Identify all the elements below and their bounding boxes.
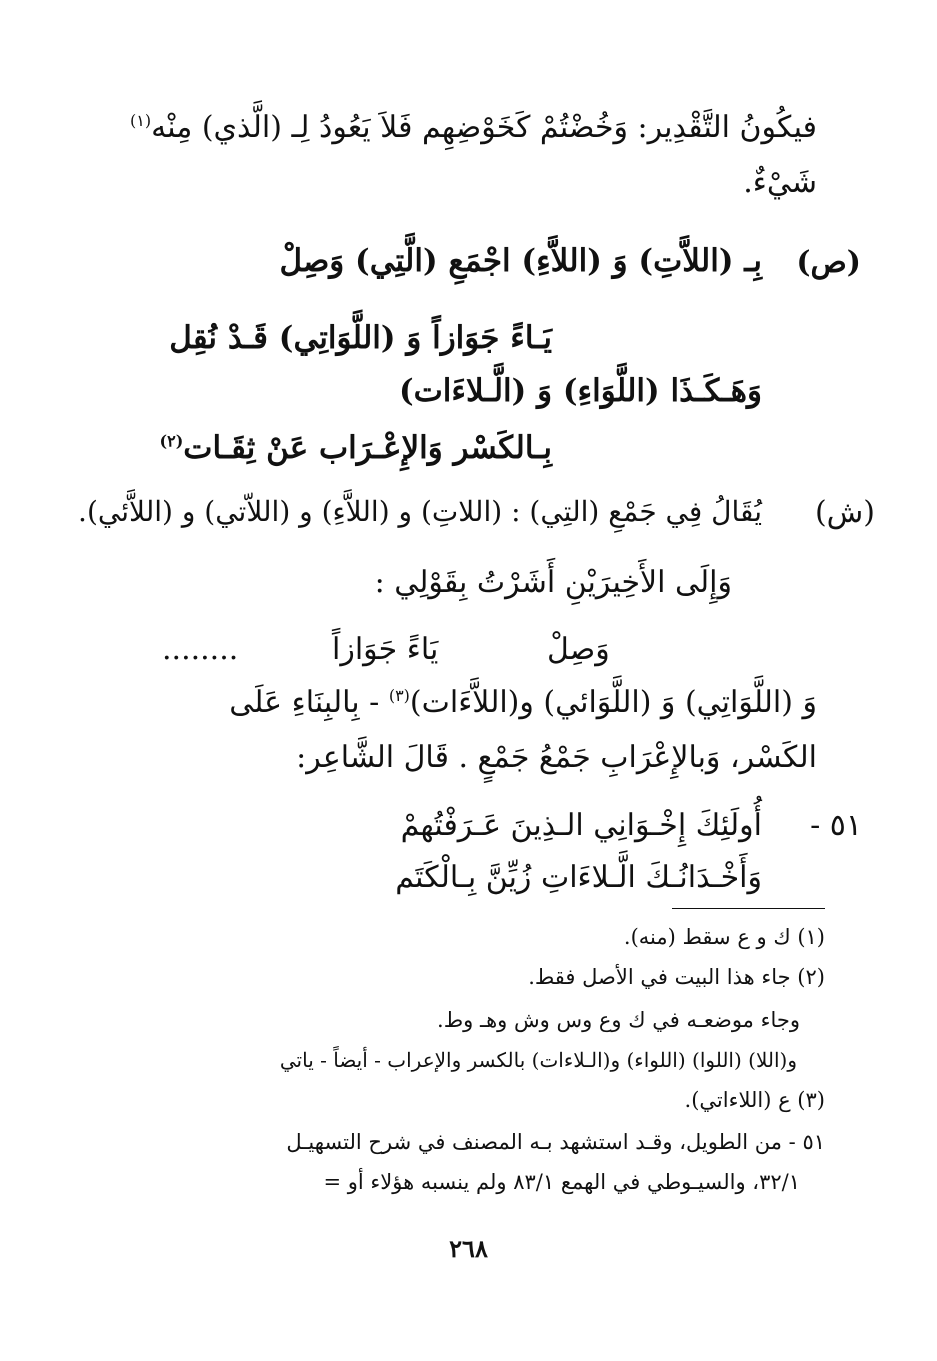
- verse-line: [169, 320, 552, 357]
- verse-line: [160, 430, 552, 467]
- footnote: [624, 925, 825, 950]
- commentary-label-text: (ش): [814, 495, 875, 530]
- footnote-marker: (٢): [159, 431, 184, 451]
- footnote-text: ٣٢/١، والسيـوطي في الهمع ٨٣/١ ولم ينسبه هؤلاء أو =: [323, 1170, 800, 1194]
- footnote-text: و(اللا) (اللوا) (اللواء) و(الـلاءات) بالكسر والإعراب - أيضاً - ياتي: [279, 1048, 797, 1072]
- commentary-line: [229, 685, 817, 721]
- commentary-text: الكَسْر، وَبالإِعْرَابِ جَمْعُ جَمْعٍ . قَالَ الشَّاعِر:: [296, 740, 817, 775]
- verse-text: يَـاءً جَوَازاً وَ (اللَّوَاتِي) قَـدْ نُقِل: [169, 320, 552, 356]
- footnote-marker: (٣): [388, 686, 410, 705]
- commentary-line: [296, 740, 817, 776]
- footnote-text: ٥١ - من الطويل، وقـد استشهد بـه المصنف في شرح التسهيـل: [286, 1130, 825, 1154]
- commentary-text: - بِالبِنَاءِ عَلَى: [229, 685, 380, 720]
- commentary-line: [375, 565, 732, 601]
- quote-word: يَاءً جَوَازاً: [332, 632, 439, 667]
- verse-label: [796, 245, 861, 281]
- quote-word: وَصِلْ: [547, 632, 610, 667]
- footnote-text: وجاء موضعـه في ك وع وس وش وهـ وط.: [437, 1008, 800, 1032]
- poem-line: [395, 860, 762, 896]
- paragraph-text: شَيْءٌ.: [743, 165, 817, 200]
- poem-text: أُولَئِكَ إِخْـوَانِي الـذِينَ عَـرَفْتُهمْ: [400, 808, 762, 843]
- footnote-text: (٢) جاء هذا البيت في الأصل فقط.: [528, 965, 825, 989]
- poem-number-text: ٥١ -: [810, 808, 862, 843]
- verse-line: [279, 243, 762, 280]
- footnote-divider: [672, 908, 825, 909]
- verse-text: بِـ (اللاَّتِ) وَ (اللاَّءِ) اجْمَعِ (الَّتِي) وَصِلْ: [279, 243, 762, 279]
- commentary-text: وَ (اللَّوَاتِي) وَ (اللَّوَائي) و(اللاَّءَات): [409, 685, 817, 720]
- paragraph-line: [130, 110, 817, 146]
- verse-line: [399, 373, 762, 410]
- quote-dots: ........: [162, 632, 239, 667]
- page-number: ٢٦٨: [449, 1234, 488, 1263]
- footnote: [685, 1088, 825, 1113]
- verse-text: وَهَـكَـذَا (اللَّوَاءِ) وَ (الَّـلاءَات): [398, 373, 762, 409]
- poem-number: [810, 808, 862, 844]
- verse-label-text: (ص): [796, 245, 861, 280]
- footnote: [286, 1130, 825, 1155]
- commentary-line: [78, 495, 762, 529]
- footnote: [280, 1048, 797, 1072]
- commentary-label: [815, 495, 875, 531]
- footnote: [323, 1170, 800, 1195]
- footnote: [437, 1008, 800, 1033]
- footnote-marker: (١): [130, 111, 152, 130]
- footnote-text: (٣) ع (اللاءاتي).: [684, 1088, 825, 1112]
- footnote: [528, 965, 825, 990]
- paragraph-text: فيكُونُ التَّقْدِير: وَخُضْتُمْ كَخَوْضِهِم فَلاَ يَعُودُ لِـ (الَّذي) مِنْه: [151, 110, 817, 145]
- verse-text: بِـالكَسْر وَالإِعْـرَاب عَنْ ثِقَـات: [183, 430, 552, 466]
- footnote-text: (١) ك و ع سقط (منه).: [623, 925, 825, 949]
- commentary-text: وَإِلَى الأَخِيرَيْنِ أَشَرْتُ بِقَوْلِي :: [374, 565, 732, 600]
- paragraph-line: [743, 165, 817, 201]
- poem-line: [401, 808, 762, 844]
- poem-text: وَأَخْـدَانُـكَ الَّـلاءَاتِ زُيِّنَّ بِـالْكَتَم: [395, 860, 762, 895]
- commentary-text: يُقَالُ فِي جَمْعِ (التِي) : (اللاتِ) و (اللاَّءِ) و (اللاّتي) و (اللاَّئي).: [78, 495, 762, 528]
